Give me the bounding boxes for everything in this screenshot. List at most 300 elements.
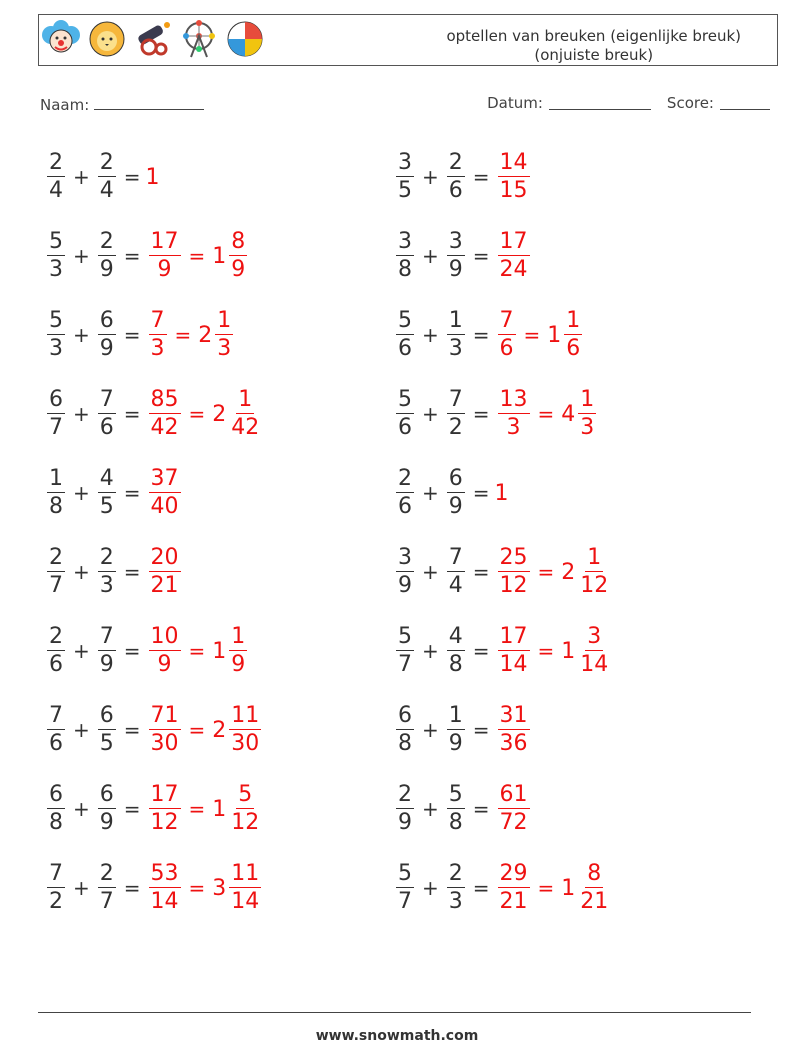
addend-a-numerator: 6 bbox=[49, 782, 63, 807]
addend-b-denominator: 5 bbox=[99, 731, 114, 756]
addend-b bbox=[98, 310, 116, 360]
addend-a-numerator: 2 bbox=[398, 782, 412, 807]
addend-b-denominator: 3 bbox=[99, 573, 114, 598]
plus-sign: + bbox=[73, 244, 90, 268]
problem-row bbox=[393, 774, 533, 844]
answer-fraction-denominator: 12 bbox=[499, 573, 528, 598]
mixed-whole: 1 bbox=[212, 243, 227, 269]
addend-a-denominator: 8 bbox=[398, 731, 412, 756]
title-line-2: (onjuiste breuk) bbox=[534, 46, 654, 64]
answer-equals-sign: = bbox=[537, 560, 555, 584]
mixed-fraction-numerator: 1 bbox=[231, 624, 246, 649]
addend-b bbox=[447, 626, 465, 676]
mixed-whole: 4 bbox=[561, 401, 576, 427]
problem-row bbox=[393, 458, 509, 528]
answer-fraction-denominator: 14 bbox=[150, 889, 179, 914]
plus-sign: + bbox=[422, 402, 439, 426]
addend-a-numerator: 5 bbox=[49, 308, 63, 333]
addend-b-numerator: 7 bbox=[448, 545, 463, 570]
lion-icon bbox=[87, 19, 127, 59]
addend-a-numerator: 5 bbox=[398, 861, 412, 886]
addend-b-numerator: 2 bbox=[448, 150, 463, 175]
addend-a-numerator: 7 bbox=[49, 861, 63, 886]
addend-b bbox=[447, 468, 465, 518]
answer-fraction bbox=[498, 863, 530, 913]
problem-row bbox=[393, 300, 585, 370]
plus-sign: + bbox=[73, 797, 90, 821]
answer-equals-sign: = bbox=[188, 718, 206, 742]
answer-fraction-denominator: 3 bbox=[150, 336, 165, 361]
answer-equals-sign: = bbox=[188, 402, 206, 426]
addend-b-numerator: 3 bbox=[448, 229, 463, 254]
addend-b-denominator: 2 bbox=[448, 415, 463, 440]
plus-sign: + bbox=[73, 560, 90, 584]
answer-mixed-number bbox=[210, 705, 264, 755]
answer-fraction bbox=[498, 705, 530, 755]
plus-sign: + bbox=[422, 876, 439, 900]
addend-a-numerator: 2 bbox=[49, 150, 63, 175]
addend-b-denominator: 4 bbox=[99, 178, 114, 203]
addend-b bbox=[447, 152, 465, 202]
mixed-fraction-numerator: 5 bbox=[238, 782, 253, 807]
mixed-fraction bbox=[578, 626, 610, 676]
icon-strip bbox=[41, 19, 265, 59]
addend-a bbox=[47, 389, 65, 439]
equals-sign: = bbox=[123, 876, 141, 900]
addend-a-numerator: 6 bbox=[398, 703, 412, 728]
addend-b-denominator: 5 bbox=[99, 494, 114, 519]
mixed-fraction bbox=[229, 863, 261, 913]
answer-fraction bbox=[149, 310, 167, 360]
addend-b bbox=[98, 863, 116, 913]
addend-a-numerator: 3 bbox=[398, 545, 412, 570]
plus-sign: + bbox=[422, 244, 439, 268]
answer-whole: 1 bbox=[145, 164, 160, 190]
answer-mixed-number bbox=[210, 863, 264, 913]
addend-b-numerator: 2 bbox=[99, 861, 114, 886]
addend-a bbox=[396, 468, 414, 518]
addend-b bbox=[447, 389, 465, 439]
footer-url[interactable]: www.snowmath.com bbox=[315, 1028, 479, 1044]
addend-a bbox=[47, 705, 65, 755]
addend-b-denominator: 9 bbox=[448, 494, 463, 519]
answer-fraction-denominator: 14 bbox=[499, 652, 528, 677]
mixed-whole: 2 bbox=[198, 322, 213, 348]
mixed-fraction-denominator: 6 bbox=[566, 336, 581, 361]
mixed-fraction bbox=[578, 547, 610, 597]
plus-sign: + bbox=[73, 639, 90, 663]
addend-b-denominator: 3 bbox=[448, 336, 463, 361]
addend-b-denominator: 4 bbox=[448, 573, 463, 598]
answer-fraction-numerator: 53 bbox=[150, 861, 179, 886]
addend-a-numerator: 6 bbox=[49, 387, 63, 412]
mixed-fraction-numerator: 1 bbox=[566, 308, 581, 333]
addend-b-denominator: 9 bbox=[99, 652, 114, 677]
mixed-whole: 1 bbox=[547, 322, 562, 348]
equals-sign: = bbox=[472, 797, 490, 821]
addend-b-numerator: 4 bbox=[99, 466, 114, 491]
equals-sign: = bbox=[472, 876, 490, 900]
addend-b bbox=[447, 705, 465, 755]
equals-sign: = bbox=[123, 481, 141, 505]
addend-b-numerator: 6 bbox=[99, 782, 114, 807]
answer-mixed-number bbox=[559, 389, 599, 439]
mixed-fraction-numerator: 1 bbox=[580, 387, 595, 412]
answer-fraction-denominator: 40 bbox=[150, 494, 179, 519]
addend-b-numerator: 2 bbox=[99, 545, 114, 570]
plus-sign: + bbox=[73, 718, 90, 742]
addend-b-denominator: 6 bbox=[448, 178, 463, 203]
answer-fraction bbox=[498, 152, 530, 202]
addend-a-numerator: 5 bbox=[398, 624, 412, 649]
answer-fraction-numerator: 29 bbox=[499, 861, 528, 886]
addend-b bbox=[98, 152, 116, 202]
addend-a-numerator: 5 bbox=[398, 387, 412, 412]
answer-fraction bbox=[498, 547, 530, 597]
addend-a-numerator: 2 bbox=[398, 466, 412, 491]
answer-fraction-numerator: 25 bbox=[499, 545, 528, 570]
addend-a-denominator: 7 bbox=[398, 652, 412, 677]
addend-b bbox=[447, 310, 465, 360]
mixed-fraction bbox=[564, 310, 582, 360]
answer-fraction bbox=[149, 705, 181, 755]
mixed-whole: 2 bbox=[212, 717, 227, 743]
answer-mixed-number bbox=[559, 626, 613, 676]
addend-a bbox=[396, 547, 414, 597]
mixed-fraction-denominator: 12 bbox=[231, 810, 260, 835]
equals-sign: = bbox=[123, 165, 141, 189]
answer-equals-sign: = bbox=[188, 244, 206, 268]
addend-a bbox=[396, 784, 414, 834]
answer-equals-sign: = bbox=[537, 402, 555, 426]
addend-a bbox=[396, 310, 414, 360]
addend-a-denominator: 7 bbox=[49, 573, 63, 598]
answer-fraction-numerator: 61 bbox=[499, 782, 528, 807]
problem-row bbox=[44, 774, 264, 844]
answer-equals-sign: = bbox=[188, 639, 206, 663]
mixed-fraction-denominator: 9 bbox=[231, 652, 246, 677]
addend-a-denominator: 3 bbox=[49, 257, 63, 282]
answer-fraction bbox=[149, 547, 181, 597]
addend-b-denominator: 3 bbox=[448, 889, 463, 914]
mixed-fraction-numerator: 1 bbox=[587, 545, 602, 570]
plus-sign: + bbox=[422, 718, 439, 742]
addend-a bbox=[47, 231, 65, 281]
answer-fraction bbox=[498, 231, 530, 281]
problem-row bbox=[44, 458, 184, 528]
answer-fraction-numerator: 31 bbox=[499, 703, 528, 728]
mixed-fraction bbox=[229, 389, 261, 439]
mixed-whole: 1 bbox=[561, 875, 576, 901]
plus-sign: + bbox=[73, 402, 90, 426]
title-line-1: optellen van breuken (eigenlijke breuk) bbox=[446, 27, 741, 45]
equals-sign: = bbox=[123, 797, 141, 821]
answer-mixed-number bbox=[210, 784, 264, 834]
addend-a-denominator: 8 bbox=[398, 257, 412, 282]
problem-row bbox=[44, 221, 250, 291]
answer-fraction-numerator: 10 bbox=[150, 624, 179, 649]
addend-a-denominator: 7 bbox=[49, 415, 63, 440]
mixed-whole: 1 bbox=[212, 638, 227, 664]
equals-sign: = bbox=[472, 323, 490, 347]
addend-b-numerator: 2 bbox=[99, 229, 114, 254]
addend-a-numerator: 5 bbox=[49, 229, 63, 254]
answer-fraction bbox=[149, 389, 181, 439]
answer-mixed-number bbox=[196, 310, 236, 360]
addend-b bbox=[98, 547, 116, 597]
mixed-fraction-denominator: 30 bbox=[231, 731, 260, 756]
plus-sign: + bbox=[422, 323, 439, 347]
worksheet-title bbox=[446, 27, 741, 65]
clown-icon bbox=[41, 19, 81, 59]
addend-a-numerator: 7 bbox=[49, 703, 63, 728]
plus-sign: + bbox=[422, 639, 439, 663]
addend-b-numerator: 2 bbox=[448, 861, 463, 886]
equals-sign: = bbox=[123, 718, 141, 742]
problem-row bbox=[44, 616, 250, 686]
problem-row bbox=[393, 616, 613, 686]
plus-sign: + bbox=[422, 165, 439, 189]
mixed-fraction-denominator: 14 bbox=[580, 652, 609, 677]
problem-row bbox=[393, 695, 533, 765]
equals-sign: = bbox=[472, 481, 490, 505]
answer-fraction-denominator: 12 bbox=[150, 810, 179, 835]
addend-b-denominator: 7 bbox=[99, 889, 114, 914]
mixed-fraction-denominator: 9 bbox=[231, 257, 246, 282]
addend-b-denominator: 8 bbox=[448, 652, 463, 677]
answer-fraction-numerator: 85 bbox=[150, 387, 179, 412]
mixed-fraction-denominator: 3 bbox=[217, 336, 232, 361]
addend-a-denominator: 9 bbox=[398, 810, 412, 835]
plus-sign: + bbox=[73, 876, 90, 900]
answer-fraction-numerator: 7 bbox=[499, 308, 514, 333]
addend-a-denominator: 4 bbox=[49, 178, 63, 203]
name-field bbox=[40, 94, 204, 114]
plus-sign: + bbox=[422, 481, 439, 505]
addend-b bbox=[98, 626, 116, 676]
ferris-wheel-icon bbox=[179, 19, 219, 59]
mixed-fraction bbox=[229, 784, 261, 834]
addend-b-numerator: 6 bbox=[99, 703, 114, 728]
addend-a bbox=[396, 231, 414, 281]
answer-fraction-denominator: 21 bbox=[499, 889, 528, 914]
plus-sign: + bbox=[73, 323, 90, 347]
addend-b-denominator: 9 bbox=[99, 257, 114, 282]
answer-fraction bbox=[498, 310, 516, 360]
answer-mixed-number bbox=[210, 626, 250, 676]
plus-sign: + bbox=[73, 481, 90, 505]
addend-a-denominator: 6 bbox=[398, 336, 412, 361]
addend-b bbox=[447, 231, 465, 281]
addend-a-denominator: 2 bbox=[49, 889, 63, 914]
problem-row bbox=[44, 379, 264, 449]
addend-a bbox=[47, 863, 65, 913]
answer-fraction-numerator: 37 bbox=[150, 466, 179, 491]
mixed-fraction-numerator: 1 bbox=[217, 308, 232, 333]
addend-a-denominator: 6 bbox=[398, 415, 412, 440]
addend-b-numerator: 4 bbox=[448, 624, 463, 649]
addend-b-denominator: 8 bbox=[448, 810, 463, 835]
equals-sign: = bbox=[472, 560, 490, 584]
addend-a-denominator: 6 bbox=[398, 494, 412, 519]
answer-fraction-denominator: 9 bbox=[157, 652, 172, 677]
addend-b bbox=[98, 468, 116, 518]
date-label: Datum: bbox=[487, 94, 543, 112]
addend-b-numerator: 7 bbox=[99, 624, 114, 649]
problem-row bbox=[44, 300, 236, 370]
mixed-fraction bbox=[578, 863, 610, 913]
answer-fraction-numerator: 14 bbox=[499, 150, 528, 175]
addend-a bbox=[47, 310, 65, 360]
answer-fraction bbox=[149, 863, 181, 913]
answer-equals-sign: = bbox=[537, 639, 555, 663]
answer-fraction-denominator: 21 bbox=[150, 573, 179, 598]
answer-fraction-numerator: 71 bbox=[150, 703, 179, 728]
addend-b bbox=[98, 389, 116, 439]
addend-a-numerator: 2 bbox=[49, 545, 63, 570]
answer-fraction-denominator: 9 bbox=[157, 257, 172, 282]
answer-fraction-numerator: 13 bbox=[499, 387, 528, 412]
answer-fraction-numerator: 20 bbox=[150, 545, 179, 570]
answer-fraction-numerator: 17 bbox=[150, 782, 179, 807]
answer-mixed-number bbox=[559, 547, 613, 597]
mixed-fraction bbox=[229, 626, 247, 676]
mixed-fraction-numerator: 1 bbox=[238, 387, 253, 412]
date-score-fields bbox=[487, 94, 770, 112]
addend-a-denominator: 8 bbox=[49, 494, 63, 519]
answer-equals-sign: = bbox=[174, 323, 192, 347]
mixed-fraction-denominator: 14 bbox=[231, 889, 260, 914]
answer-whole: 1 bbox=[494, 480, 509, 506]
addend-a-denominator: 7 bbox=[398, 889, 412, 914]
problem-row bbox=[393, 142, 533, 212]
date-blank[interactable] bbox=[549, 94, 651, 110]
addend-a-denominator: 5 bbox=[398, 178, 412, 203]
addend-a-denominator: 6 bbox=[49, 652, 63, 677]
problem-row bbox=[393, 853, 613, 923]
answer-mixed-number bbox=[545, 310, 585, 360]
answer-fraction-denominator: 30 bbox=[150, 731, 179, 756]
equals-sign: = bbox=[123, 402, 141, 426]
addend-a-denominator: 6 bbox=[49, 731, 63, 756]
equals-sign: = bbox=[472, 718, 490, 742]
mixed-whole: 1 bbox=[561, 638, 576, 664]
mixed-fraction-numerator: 8 bbox=[587, 861, 602, 886]
header-box bbox=[38, 14, 778, 66]
mixed-fraction-numerator: 11 bbox=[231, 861, 260, 886]
addend-b-numerator: 2 bbox=[99, 150, 114, 175]
mixed-fraction bbox=[578, 389, 596, 439]
answer-fraction bbox=[498, 389, 530, 439]
problem-row bbox=[44, 142, 160, 212]
addend-a bbox=[47, 626, 65, 676]
beach-ball-icon bbox=[225, 19, 265, 59]
addend-b-numerator: 6 bbox=[448, 466, 463, 491]
equals-sign: = bbox=[123, 639, 141, 663]
addend-b-numerator: 6 bbox=[99, 308, 114, 333]
problem-row bbox=[44, 853, 264, 923]
mixed-fraction-denominator: 12 bbox=[580, 573, 609, 598]
addend-b-numerator: 7 bbox=[448, 387, 463, 412]
addend-a-denominator: 3 bbox=[49, 336, 63, 361]
score-label: Score: bbox=[666, 94, 714, 112]
plus-sign: + bbox=[422, 797, 439, 821]
mixed-fraction-numerator: 11 bbox=[231, 703, 260, 728]
answer-fraction bbox=[498, 784, 530, 834]
addend-b bbox=[447, 784, 465, 834]
addend-b-denominator: 9 bbox=[99, 336, 114, 361]
answer-fraction bbox=[149, 626, 181, 676]
answer-fraction-numerator: 17 bbox=[499, 624, 528, 649]
footer-divider bbox=[38, 1012, 751, 1013]
answer-equals-sign: = bbox=[188, 797, 206, 821]
mixed-whole: 3 bbox=[212, 875, 227, 901]
answer-fraction-numerator: 17 bbox=[150, 229, 179, 254]
addend-a bbox=[396, 705, 414, 755]
addend-b-denominator: 9 bbox=[448, 257, 463, 282]
mixed-fraction-denominator: 21 bbox=[580, 889, 609, 914]
addend-b bbox=[447, 863, 465, 913]
addend-b-denominator: 6 bbox=[99, 415, 114, 440]
answer-fraction-denominator: 36 bbox=[499, 731, 528, 756]
equals-sign: = bbox=[472, 244, 490, 268]
equals-sign: = bbox=[472, 639, 490, 663]
answer-fraction-denominator: 3 bbox=[506, 415, 521, 440]
equals-sign: = bbox=[472, 402, 490, 426]
addend-b-denominator: 9 bbox=[99, 810, 114, 835]
addend-a-numerator: 1 bbox=[49, 466, 63, 491]
problem-row bbox=[393, 379, 599, 449]
answer-mixed-number bbox=[559, 863, 613, 913]
equals-sign: = bbox=[123, 560, 141, 584]
plus-sign: + bbox=[73, 165, 90, 189]
answer-fraction-denominator: 72 bbox=[499, 810, 528, 835]
addend-b-numerator: 1 bbox=[448, 308, 463, 333]
score-blank[interactable] bbox=[720, 94, 770, 110]
addend-a bbox=[47, 152, 65, 202]
answer-fraction bbox=[498, 626, 530, 676]
cannon-icon bbox=[133, 19, 173, 59]
problem-row bbox=[44, 537, 184, 607]
plus-sign: + bbox=[422, 560, 439, 584]
addend-b-numerator: 7 bbox=[99, 387, 114, 412]
mixed-fraction bbox=[215, 310, 233, 360]
addend-a bbox=[47, 547, 65, 597]
name-blank[interactable] bbox=[94, 94, 204, 110]
addend-a-numerator: 3 bbox=[398, 229, 412, 254]
answer-equals-sign: = bbox=[188, 876, 206, 900]
addend-b-numerator: 1 bbox=[448, 703, 463, 728]
addend-b bbox=[447, 547, 465, 597]
mixed-fraction-denominator: 3 bbox=[580, 415, 595, 440]
addend-b-numerator: 5 bbox=[448, 782, 463, 807]
mixed-whole: 2 bbox=[561, 559, 576, 585]
addend-a-numerator: 5 bbox=[398, 308, 412, 333]
answer-fraction-denominator: 15 bbox=[499, 178, 528, 203]
mixed-whole: 1 bbox=[212, 796, 227, 822]
answer-fraction bbox=[149, 468, 181, 518]
mixed-fraction-numerator: 3 bbox=[587, 624, 602, 649]
answer-fraction-denominator: 6 bbox=[499, 336, 514, 361]
addend-b bbox=[98, 784, 116, 834]
equals-sign: = bbox=[472, 165, 490, 189]
answer-fraction-denominator: 24 bbox=[499, 257, 528, 282]
mixed-fraction bbox=[229, 231, 247, 281]
equals-sign: = bbox=[123, 244, 141, 268]
mixed-fraction-numerator: 8 bbox=[231, 229, 246, 254]
name-label: Naam: bbox=[40, 96, 90, 114]
mixed-fraction bbox=[229, 705, 261, 755]
